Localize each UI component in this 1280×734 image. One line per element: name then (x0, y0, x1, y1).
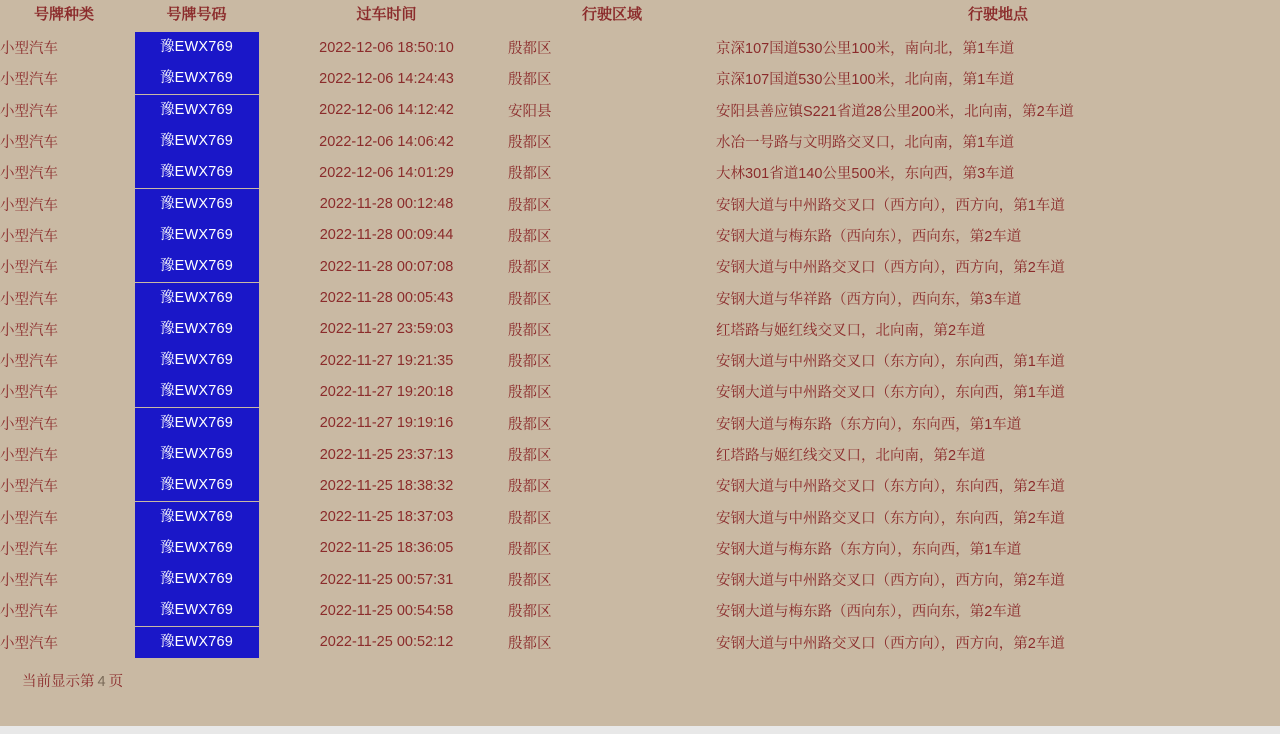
cell-pass-time: 2022-11-28 00:05:43 (319, 290, 454, 307)
cell-plate-type: 小型汽车 (0, 573, 58, 590)
cell-driving-area: 殷都区 (508, 573, 552, 590)
cell-pass-time: 2022-11-27 19:20:18 (319, 383, 454, 400)
table-row[interactable] (0, 595, 1280, 626)
cell-driving-area: 殷都区 (508, 354, 552, 371)
table-row[interactable] (0, 32, 1280, 63)
plate-badge[interactable]: 豫EWX769 (135, 595, 259, 626)
table-row[interactable] (0, 470, 1280, 501)
column-header-plate-type: 号牌种类 (33, 6, 94, 23)
cell-driving-area: 殷都区 (508, 385, 552, 402)
table-row[interactable] (0, 95, 1280, 126)
table-row[interactable] (0, 282, 1280, 313)
cell-pass-time: 2022-11-28 00:09:44 (319, 227, 454, 244)
plate-badge[interactable]: 豫EWX769 (135, 157, 259, 188)
cell-plate-type: 小型汽车 (0, 604, 58, 621)
table-row[interactable] (0, 126, 1280, 157)
cell-plate-number (128, 95, 265, 126)
table-row[interactable] (0, 188, 1280, 219)
cell-plate-type: 小型汽车 (0, 197, 58, 214)
cell-plate-number (128, 376, 265, 407)
cell-driving-area: 殷都区 (508, 541, 552, 558)
cell-driving-place: 安钢大道与中州路交叉口（东方向），东向西，第2车道 (716, 479, 1065, 496)
cell-plate-type: 小型汽车 (0, 385, 58, 402)
cell-plate-type: 小型汽车 (0, 72, 58, 89)
cell-pass-time: 2022-11-25 18:37:03 (319, 509, 454, 526)
cell-pass-time: 2022-12-06 14:06:42 (319, 133, 454, 150)
plate-badge[interactable]: 豫EWX769 (135, 220, 259, 251)
cell-driving-place: 安钢大道与中州路交叉口（东方向），东向西，第1车道 (716, 354, 1065, 371)
cell-driving-place: 红塔路与姬红线交叉口，北向南，第2车道 (716, 322, 986, 339)
cell-driving-place: 安钢大道与华祥路（西方向），西向东，第3车道 (716, 291, 1022, 308)
cell-plate-number (128, 126, 265, 157)
table-row[interactable] (0, 627, 1280, 658)
pagination-status (0, 658, 1280, 691)
cell-driving-place: 安钢大道与梅东路（东方向），东向西，第1车道 (716, 416, 1022, 433)
table-row[interactable] (0, 564, 1280, 595)
plate-badge[interactable]: 豫EWX769 (135, 126, 259, 157)
cell-plate-type: 小型汽车 (0, 448, 58, 464)
cell-pass-time: 2022-11-25 18:36:05 (319, 540, 454, 557)
cell-driving-area: 殷都区 (508, 448, 552, 464)
cell-pass-time: 2022-12-06 14:12:42 (319, 102, 454, 119)
pagination-suffix-label: 页 (108, 673, 124, 690)
cell-driving-area: 殷都区 (508, 291, 552, 308)
table-row[interactable] (0, 314, 1280, 345)
cell-plate-number (128, 63, 265, 94)
cell-driving-area: 殷都区 (508, 635, 552, 652)
cell-driving-area: 殷都区 (508, 510, 552, 527)
cell-plate-number (128, 408, 265, 439)
cell-driving-place: 水冶一号路与文明路交叉口，北向南，第1车道 (716, 135, 1015, 152)
cell-driving-area: 殷都区 (508, 260, 552, 277)
cell-driving-place: 红塔路与姬红线交叉口，北向南，第2车道 (716, 448, 986, 464)
cell-driving-area: 殷都区 (508, 41, 552, 58)
column-header-driving-place: 行驶地点 (967, 6, 1028, 23)
plate-badge[interactable]: 豫EWX769 (135, 314, 259, 345)
table-row[interactable] (0, 63, 1280, 94)
plate-badge[interactable]: 豫EWX769 (135, 32, 259, 63)
cell-driving-area: 殷都区 (508, 416, 552, 433)
plate-badge[interactable]: 豫EWX769 (135, 627, 259, 658)
cell-plate-type: 小型汽车 (0, 228, 58, 245)
cell-pass-time: 2022-11-25 18:38:32 (319, 477, 454, 494)
plate-badge[interactable]: 豫EWX769 (135, 502, 259, 533)
cell-pass-time: 2022-11-27 23:59:03 (319, 321, 454, 338)
cell-plate-type: 小型汽车 (0, 322, 58, 339)
cell-plate-type: 小型汽车 (0, 41, 58, 58)
plate-badge[interactable]: 豫EWX769 (135, 345, 259, 376)
cell-driving-place: 安钢大道与中州路交叉口（西方向），西方向，第1车道 (716, 197, 1065, 214)
cell-plate-number (128, 533, 265, 564)
cell-driving-area: 殷都区 (508, 604, 552, 621)
plate-badge[interactable]: 豫EWX769 (135, 564, 259, 595)
cell-pass-time: 2022-11-25 23:37:13 (319, 446, 454, 463)
cell-driving-place: 安钢大道与中州路交叉口（东方向），东向西，第2车道 (716, 510, 1065, 527)
cell-plate-number (128, 439, 265, 470)
cell-plate-type: 小型汽车 (0, 166, 58, 183)
cell-pass-time: 2022-11-27 19:19:16 (319, 415, 454, 432)
cell-driving-area: 殷都区 (508, 72, 552, 89)
cell-driving-place: 京深107国道530公里100米，北向南，第1车道 (716, 72, 1015, 89)
cell-driving-place: 安钢大道与梅东路（东方向），东向西，第1车道 (716, 541, 1022, 558)
cell-driving-area: 殷都区 (508, 166, 552, 183)
cell-driving-place: 安钢大道与中州路交叉口（西方向），西方向，第2车道 (716, 573, 1065, 590)
pagination-prefix-label: 当前显示第 (22, 673, 95, 690)
table-row[interactable] (0, 533, 1280, 564)
cell-driving-area: 殷都区 (508, 479, 552, 496)
table-row[interactable] (0, 439, 1280, 470)
cell-driving-area: 殷都区 (508, 197, 552, 214)
table-row[interactable] (0, 345, 1280, 376)
cell-driving-place: 安钢大道与梅东路（西向东），西向东，第2车道 (716, 228, 1022, 245)
cell-driving-place: 安阳县善应镇S221省道28公里200米，北向南，第2车道 (716, 103, 1074, 120)
cell-pass-time: 2022-11-25 00:52:12 (319, 634, 454, 651)
cell-pass-time: 2022-12-06 14:24:43 (319, 70, 454, 87)
cell-driving-area: 殷都区 (508, 322, 552, 339)
cell-driving-area: 安阳县 (508, 103, 552, 120)
column-header-pass-time: 过车时间 (356, 6, 417, 23)
plate-badge[interactable]: 豫EWX769 (135, 251, 259, 282)
table-header (0, 0, 1280, 32)
cell-plate-type: 小型汽车 (0, 479, 58, 496)
cell-plate-number (128, 157, 265, 188)
cell-plate-type: 小型汽车 (0, 291, 58, 308)
cell-plate-number (128, 282, 265, 313)
cell-driving-area: 殷都区 (508, 228, 552, 245)
cell-plate-type: 小型汽车 (0, 260, 58, 277)
cell-plate-number (128, 345, 265, 376)
column-header-driving-area: 行驶区域 (581, 6, 642, 23)
cell-plate-type: 小型汽车 (0, 103, 58, 120)
cell-plate-type: 小型汽车 (0, 510, 58, 527)
cell-plate-type: 小型汽车 (0, 416, 58, 433)
plate-badge[interactable]: 豫EWX769 (135, 189, 259, 220)
table-row[interactable] (0, 408, 1280, 439)
cell-pass-time: 2022-12-06 18:50:10 (319, 39, 454, 56)
bottom-strip (0, 726, 1280, 734)
plate-badge[interactable]: 豫EWX769 (135, 408, 259, 439)
cell-plate-type: 小型汽车 (0, 135, 58, 152)
cell-plate-number (128, 595, 265, 626)
cell-driving-place: 安钢大道与中州路交叉口（西方向），西方向，第2车道 (716, 260, 1065, 277)
cell-pass-time: 2022-12-06 14:01:29 (319, 164, 454, 181)
cell-plate-type: 小型汽车 (0, 541, 58, 558)
cell-plate-number (128, 32, 265, 63)
cell-plate-number (128, 627, 265, 658)
plate-badge[interactable]: 豫EWX769 (135, 283, 259, 314)
cell-plate-type: 小型汽车 (0, 635, 58, 652)
plate-badge[interactable]: 豫EWX769 (135, 533, 259, 564)
cell-plate-number (128, 501, 265, 532)
cell-pass-time: 2022-11-27 19:21:35 (319, 352, 454, 369)
cell-plate-type: 小型汽车 (0, 354, 58, 371)
cell-plate-number (128, 251, 265, 282)
cell-plate-number (128, 564, 265, 595)
cell-driving-place: 安钢大道与中州路交叉口（西方向），西方向，第2车道 (716, 635, 1065, 652)
table-row[interactable] (0, 220, 1280, 251)
cell-driving-place: 安钢大道与中州路交叉口（东方向），东向西，第1车道 (716, 385, 1065, 402)
cell-pass-time: 2022-11-25 00:57:31 (319, 571, 454, 588)
plate-badge[interactable]: 豫EWX769 (135, 63, 259, 94)
cell-driving-place: 安钢大道与梅东路（西向东），西向东，第2车道 (716, 604, 1022, 621)
cell-plate-number (128, 188, 265, 219)
table-row[interactable] (0, 376, 1280, 407)
plate-badge[interactable]: 豫EWX769 (135, 95, 259, 126)
table-body (0, 32, 1280, 658)
cell-driving-place: 大林301省道140公里500米，东向西，第3车道 (716, 166, 1015, 183)
cell-pass-time: 2022-11-28 00:12:48 (319, 196, 454, 213)
cell-plate-number (128, 314, 265, 345)
cell-pass-time: 2022-11-28 00:07:08 (319, 258, 454, 275)
plate-badge[interactable]: 豫EWX769 (135, 439, 259, 470)
plate-badge[interactable]: 豫EWX769 (135, 470, 259, 501)
cell-driving-area: 殷都区 (508, 135, 552, 152)
cell-plate-number (128, 220, 265, 251)
table-header-row (0, 0, 1280, 32)
table-row[interactable] (0, 251, 1280, 282)
cell-driving-place: 京深107国道530公里100米，南向北，第1车道 (716, 41, 1015, 58)
table-row[interactable] (0, 501, 1280, 532)
column-header-plate-number: 号牌号码 (166, 6, 227, 23)
plate-badge[interactable]: 豫EWX769 (135, 376, 259, 407)
pagination-current-page: 4 (97, 673, 106, 690)
cell-plate-number (128, 470, 265, 501)
cell-pass-time: 2022-11-25 00:54:58 (319, 602, 454, 619)
table-row[interactable] (0, 157, 1280, 188)
